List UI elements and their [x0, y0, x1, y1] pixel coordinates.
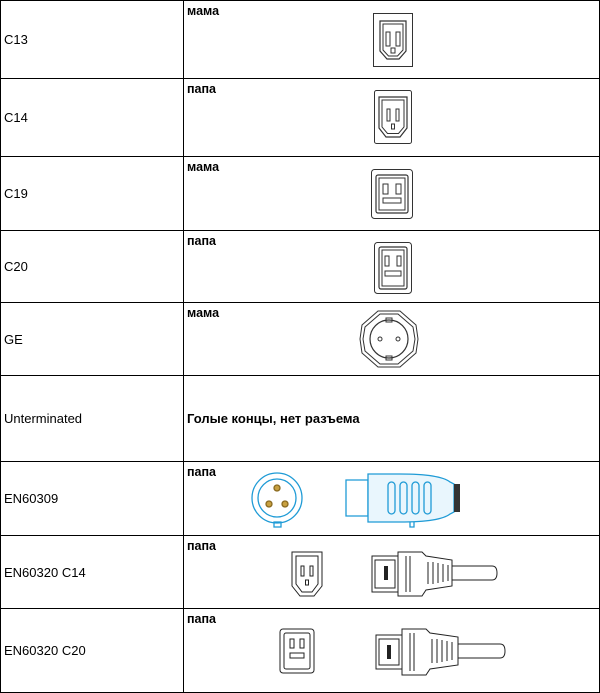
connector-info-cell — [184, 79, 600, 157]
unterminated-description: Голые концы, нет разъема — [187, 411, 360, 426]
connector-gender: папа — [187, 612, 217, 626]
connector-gender: папа — [187, 465, 217, 479]
connector-name: EN60309 — [1, 462, 184, 536]
en60309-plug-icon — [250, 470, 466, 528]
connector-info-cell — [184, 536, 600, 609]
en60320-c14-plug-icon — [292, 550, 497, 598]
connector-info-cell — [184, 462, 600, 536]
connector-name: C14 — [1, 79, 184, 157]
connector-info-cell — [184, 1, 600, 79]
table-row — [1, 462, 600, 536]
connector-gender: папа — [187, 82, 217, 96]
connector-info-cell — [184, 609, 600, 693]
connector-info-cell — [184, 303, 600, 376]
schuko-socket-icon — [358, 309, 420, 369]
table-row — [1, 157, 600, 231]
table-row — [1, 609, 600, 693]
connector-gender: папа — [187, 539, 217, 553]
connector-info-cell — [184, 231, 600, 303]
table-row — [1, 79, 600, 157]
connector-name: C19 — [1, 157, 184, 231]
connector-gender: мама — [187, 160, 220, 174]
connector-name: EN60320 C14 — [1, 536, 184, 609]
connector-name: C20 — [1, 231, 184, 303]
table-row — [1, 376, 600, 462]
connector-name: C13 — [1, 1, 184, 79]
connector-gender: папа — [187, 234, 217, 248]
connector-info-cell — [184, 376, 600, 462]
c19-female-connector-icon — [371, 169, 413, 219]
table-row — [1, 231, 600, 303]
connector-name: GE — [1, 303, 184, 376]
connector-info-cell — [184, 157, 600, 231]
table-row — [1, 1, 600, 79]
table-row — [1, 303, 600, 376]
connector-name: EN60320 C20 — [1, 609, 184, 693]
c20-male-connector-icon — [374, 242, 412, 294]
en60320-c20-plug-icon — [280, 627, 505, 677]
c14-male-connector-icon — [374, 90, 412, 144]
table-row — [1, 536, 600, 609]
connector-gender: мама — [187, 4, 220, 18]
c13-female-connector-icon — [373, 13, 413, 67]
connector-gender: мама — [187, 306, 220, 320]
connector-name: Unterminated — [1, 376, 184, 462]
